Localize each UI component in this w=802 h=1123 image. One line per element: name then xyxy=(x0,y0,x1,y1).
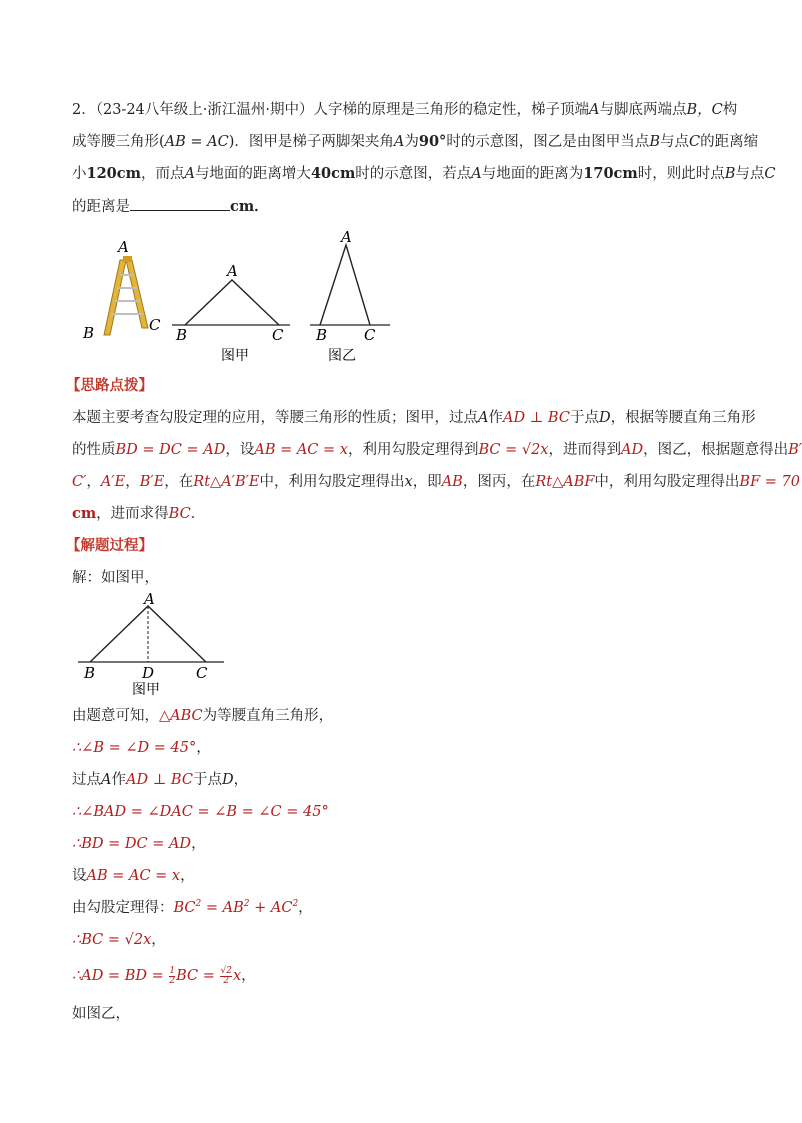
math-sqrt: √2 xyxy=(124,932,144,948)
fraction-one-half xyxy=(169,967,175,986)
math-var: B xyxy=(724,166,736,182)
ladder-label-b: B xyxy=(83,324,95,342)
solution-step-4 xyxy=(72,802,329,822)
ladder-label-a: A xyxy=(118,238,129,256)
hint-text: ，设 xyxy=(225,442,255,458)
answer-blank[interactable] xyxy=(130,196,230,211)
solution-intro: 解：如图甲， xyxy=(72,570,159,586)
question-text: 构 xyxy=(722,102,738,118)
math-part: BC xyxy=(173,900,196,916)
math-expr: B′ xyxy=(788,442,802,458)
hint-line-2 xyxy=(72,440,802,460)
math-var: B xyxy=(649,134,660,150)
solution-text: ， xyxy=(180,868,195,884)
math-var: C xyxy=(764,166,776,182)
question-line-4 xyxy=(72,196,269,217)
question-text: 的距离缩 xyxy=(700,134,759,150)
math-expr: AD ⊥ BC xyxy=(502,410,570,426)
hint-text: ，图丙，在 xyxy=(462,474,536,490)
hint-text: 本题主要考查勾股定理的应用，等腰三角形的性质；图甲，过点 xyxy=(72,410,478,426)
solution-step-5 xyxy=(72,834,206,854)
question-text: 与地面的距离增大 xyxy=(194,166,311,182)
fraction-numerator: √2 xyxy=(220,965,232,976)
hint-text: ， xyxy=(86,474,101,490)
math-part: BC = xyxy=(176,968,220,984)
label-d: D xyxy=(142,664,155,682)
hint-text: 的性质 xyxy=(72,442,116,458)
math-var: D xyxy=(598,410,611,426)
hint-text: 于点 xyxy=(569,410,599,426)
question-line-3 xyxy=(72,164,776,184)
hint-line-1 xyxy=(72,408,756,428)
math-expr: Rt△ABF xyxy=(535,474,595,490)
solution-step-7 xyxy=(72,898,313,918)
math-var: A xyxy=(393,134,405,150)
math-var: x xyxy=(404,474,413,490)
question-line-2 xyxy=(72,132,758,152)
question-text: )．图甲是梯子两脚架夹角 xyxy=(228,134,394,150)
hint-text: ，利用勾股定理得到 xyxy=(347,442,479,458)
ladder-top xyxy=(123,256,132,262)
question-text: 人字梯的原理是三角形的稳定性，梯子顶端 xyxy=(313,102,590,118)
ladder-rail-left xyxy=(104,260,126,335)
math-expr xyxy=(174,900,299,916)
solution-title: 【解题过程】 xyxy=(66,537,153,554)
fraction-numerator: 1 xyxy=(169,965,176,976)
math-var: A xyxy=(184,166,195,182)
hint-text: ． xyxy=(190,506,206,522)
math-var: B，C xyxy=(686,102,723,118)
caption-jia: 图甲 xyxy=(132,682,160,698)
figure-jia-altitude xyxy=(78,590,228,698)
math-expr: AD xyxy=(621,442,644,458)
math-var: A xyxy=(471,166,482,182)
solution-text: 设 xyxy=(72,868,87,884)
figure-jia xyxy=(172,262,290,364)
label-c: C xyxy=(272,326,284,344)
math-var: A xyxy=(589,102,600,118)
math-expr: BC = xyxy=(478,442,518,458)
math-exponent: 2 xyxy=(292,899,299,910)
figure-yi xyxy=(310,228,390,364)
question-number: 2． xyxy=(72,102,96,118)
fraction-denominator: 2 xyxy=(169,975,176,986)
answer-unit: cm． xyxy=(230,198,269,215)
solution-text: 过点 xyxy=(72,772,101,788)
question-text: 时，则此时点 xyxy=(637,166,725,182)
hint-line-4 xyxy=(72,504,205,524)
solution-step-10: 如图乙， xyxy=(72,1006,130,1022)
math-expr: Rt△A′B′E xyxy=(193,474,260,490)
hint-text: ，图乙，根据题意得出 xyxy=(643,442,789,458)
solution-text: 作 xyxy=(111,772,126,788)
question-text: 与地面的距离为 xyxy=(481,166,584,182)
math-expr: AB = AC = x xyxy=(86,868,181,884)
math-expr: ∴BD = DC = AD xyxy=(72,836,192,852)
math-expr xyxy=(72,932,151,948)
math-expr: BD = DC = AD xyxy=(115,442,226,458)
hint-text: ，进而得到 xyxy=(548,442,621,458)
angle-value: 90° xyxy=(418,133,447,150)
math-expr: B′E xyxy=(139,474,165,490)
solution-text: ， xyxy=(298,900,313,916)
solution-text: 于点 xyxy=(192,772,222,788)
math-part: ∴BC = xyxy=(72,932,125,948)
ladder-label-c: C xyxy=(149,316,161,334)
math-expr: BC xyxy=(168,506,191,522)
solution-step-6 xyxy=(72,866,195,886)
figures-row xyxy=(80,230,400,370)
ladder-image xyxy=(82,238,161,342)
caption-yi: 图乙 xyxy=(328,348,356,364)
label-a: A xyxy=(227,262,238,280)
question-text: 为 xyxy=(404,134,419,150)
solution-text: 为等腰直角三角形， xyxy=(202,708,334,724)
question-text: 时的示意图，若点 xyxy=(355,166,472,182)
hint-text: ，根据等腰直角三角形 xyxy=(610,410,756,426)
math-expr: C′ xyxy=(72,474,87,490)
solution-step-9 xyxy=(72,966,256,986)
solution-step-8 xyxy=(72,930,166,950)
question-text: 成等腰三角形( xyxy=(72,134,165,150)
solution-text: 由题意可知， xyxy=(72,708,159,724)
math-expr: △ABC xyxy=(159,708,203,724)
unit-text: cm xyxy=(72,505,97,522)
math-expr: A′E xyxy=(100,474,126,490)
math-part: ∴AD = BD = xyxy=(72,968,169,984)
math-expr: AB xyxy=(441,474,463,490)
solution-text: ， xyxy=(241,968,256,984)
question-text: 与点 xyxy=(735,166,765,182)
label-a: A xyxy=(144,590,155,608)
hint-line-3 xyxy=(72,472,800,492)
math-var: C xyxy=(688,134,701,150)
solution-text: 由勾股定理得： xyxy=(72,900,174,916)
math-expr xyxy=(72,965,242,986)
distance-value: 40cm xyxy=(310,165,356,182)
solution-step-1 xyxy=(72,706,333,726)
label-c: C xyxy=(364,326,376,344)
solution-text: ， xyxy=(191,836,206,852)
solution-text: ， xyxy=(196,740,211,756)
distance-value: 120cm xyxy=(86,165,141,182)
question-line-1 xyxy=(72,100,737,120)
math-var: A xyxy=(478,410,489,426)
label-a: A xyxy=(341,228,352,246)
hint-text: 中，利用勾股定理得出 xyxy=(259,474,405,490)
label-c: C xyxy=(196,664,208,682)
math-exponent: 2 xyxy=(243,899,250,910)
label-b: B xyxy=(316,326,328,344)
hint-text: 中，利用勾股定理得出 xyxy=(594,474,740,490)
solution-step-2 xyxy=(72,738,211,758)
math-expr: √2x xyxy=(521,442,549,458)
math-expr: AB = AC = x xyxy=(254,442,348,458)
ladder-rail-right xyxy=(126,260,148,328)
distance-value: 170cm xyxy=(583,165,638,182)
triangle-sides xyxy=(320,245,370,325)
fraction-root2-half xyxy=(220,967,231,986)
hint-text: 作 xyxy=(488,410,503,426)
math-expr: BF = 70 xyxy=(739,474,800,490)
math-part: = AB xyxy=(201,900,244,916)
hint-text: ， xyxy=(125,474,140,490)
math-var: A xyxy=(101,772,112,788)
question-text: 的距离是 xyxy=(72,199,130,215)
question-text: 时的示意图，图乙是由图甲当点 xyxy=(446,134,650,150)
solution-text: ， xyxy=(151,932,166,948)
math-expr: AD ⊥ BC xyxy=(125,772,193,788)
math-expr: ∴∠BAD = ∠DAC = ∠B = ∠C = 45° xyxy=(72,804,329,820)
question-text: 小 xyxy=(72,166,87,182)
triangle-sides xyxy=(185,280,279,325)
question-text: 与脚底两端点 xyxy=(599,102,687,118)
math-exponent: 2 xyxy=(195,899,202,910)
caption-jia: 图甲 xyxy=(221,348,249,364)
label-b: B xyxy=(176,326,188,344)
hint-text: ，在 xyxy=(164,474,194,490)
math-expr: ∴∠B = ∠D = 45° xyxy=(72,740,197,756)
question-source: （23-24八年级上·浙江温州·期中） xyxy=(95,102,314,118)
math-part: x xyxy=(143,932,152,948)
question-text: 与点 xyxy=(659,134,689,150)
hint-title: 【思路点拨】 xyxy=(66,377,153,394)
label-b: B xyxy=(84,664,96,682)
solution-text: ， xyxy=(233,772,249,788)
hint-text: ，进而求得 xyxy=(96,506,169,522)
math-expr: AB = AC xyxy=(164,134,229,150)
hint-text: ，即 xyxy=(412,474,442,490)
question-text: ，而点 xyxy=(140,166,185,182)
math-part: + AC xyxy=(249,900,293,916)
solution-step-3 xyxy=(72,770,248,790)
math-var: D xyxy=(221,772,234,788)
math-part: x xyxy=(232,968,242,984)
fraction-denominator: 2 xyxy=(223,975,230,986)
